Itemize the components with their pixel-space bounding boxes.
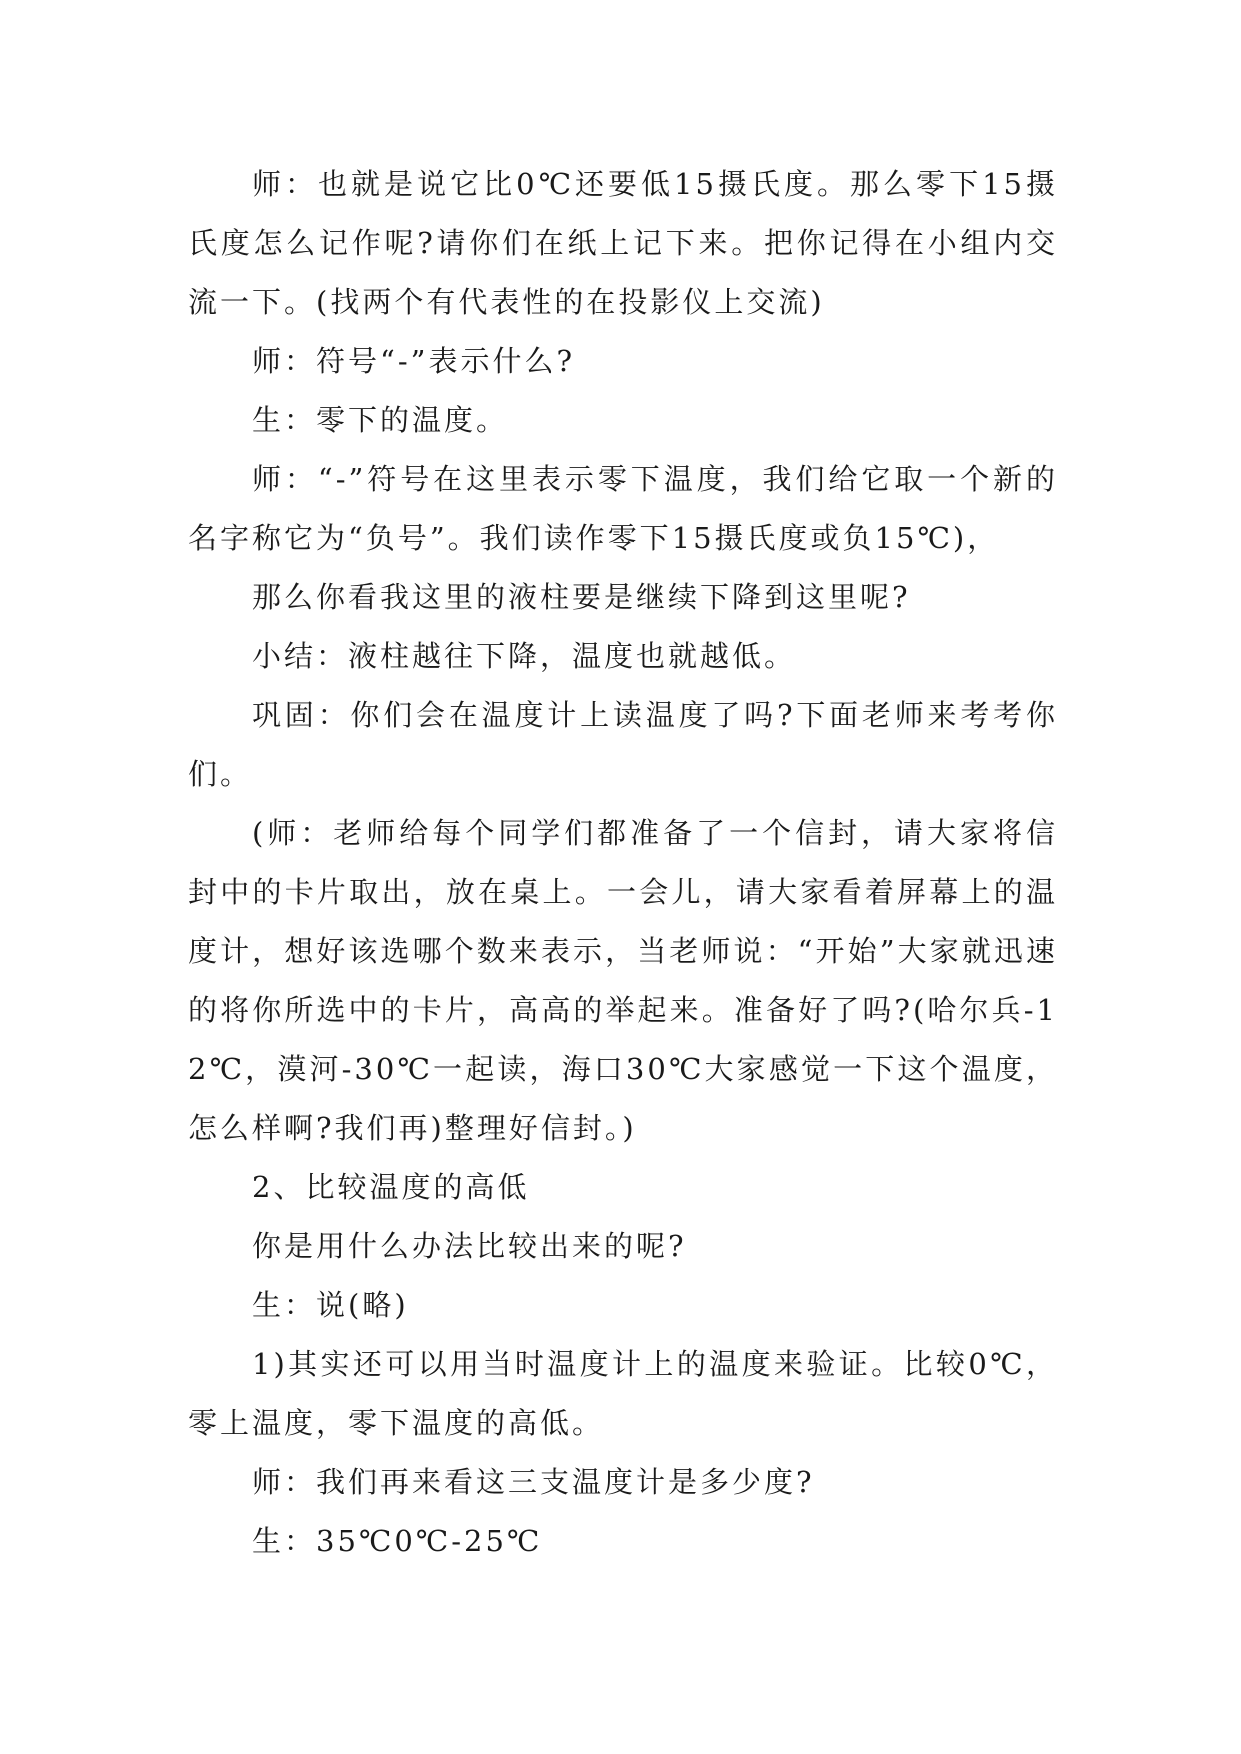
paragraph: 生：说(略) <box>252 1288 409 1322</box>
paragraph: 1)其实还可以用当时温度计上的温度来验证。比较0℃，零上温度，零下温度的高低。 <box>188 1347 1058 1440</box>
paragraph: 师：符号“-”表示什么? <box>252 344 575 378</box>
paragraph: 师：“-”符号在这里表示零下温度，我们给它取一个新的名字称它为“负号”。我们读作零下15摄氏度或负15℃)， <box>188 462 1058 555</box>
paragraph: 生：零下的温度。 <box>252 403 509 437</box>
paragraph: (师：老师给每个同学们都准备了一个信封，请大家将信封中的卡片取出，放在桌上。一会儿，请大家看着屏幕上的温度计，想好该选哪个数来表示，当老师说：“开始”大家就迅速的将你所选中的卡片，高高的举起来。准备好了吗?(哈尔兵-12℃，漠河-30℃一起读，海口30℃大家感觉一下这个温度，怎么样啊?我们再)整理好信封。) <box>188 816 1058 1145</box>
paragraph: 巩固：你们会在温度计上读温度了吗?下面老师来考考你们。 <box>188 698 1058 791</box>
paragraph: 小结：液柱越往下降，温度也就越低。 <box>252 639 797 673</box>
paragraph: 师：也就是说它比0℃还要低15摄氏度。那么零下15摄氏度怎么记作呢?请你们在纸上记下来。把你记得在小组内交流一下。(找两个有代表性的在投影仪上交流) <box>188 167 1058 319</box>
paragraph: 师：我们再来看这三支温度计是多少度? <box>252 1465 815 1499</box>
section-heading: 2、比较温度的高低 <box>252 1170 530 1204</box>
paragraph: 那么你看我这里的液柱要是继续下降到这里呢? <box>252 580 911 614</box>
document-body <box>188 155 1058 1571</box>
paragraph: 你是用什么办法比较出来的呢? <box>252 1229 687 1263</box>
paragraph: 生：35℃0℃-25℃ <box>252 1524 543 1558</box>
